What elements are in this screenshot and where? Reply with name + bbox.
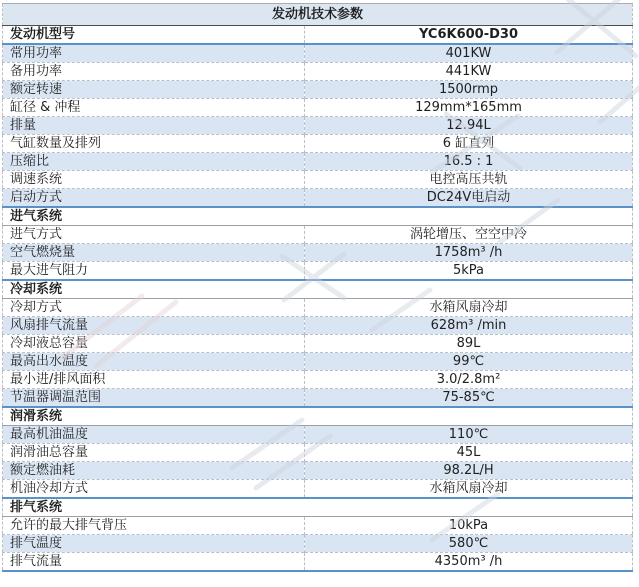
spec-value: 5kPa bbox=[305, 262, 633, 281]
table-row bbox=[3, 426, 633, 444]
spec-value: 580℃ bbox=[305, 535, 633, 553]
spec-label: 缸径 & 冲程 bbox=[3, 99, 305, 117]
spec-label: 最小进/排风面积 bbox=[3, 371, 305, 389]
spec-label: 冷却液总容量 bbox=[3, 335, 305, 353]
model-row bbox=[3, 26, 633, 45]
section-header: 冷却系统 bbox=[3, 280, 633, 299]
spec-label: 启动方式 bbox=[3, 189, 305, 208]
spec-label: 最大进气阻力 bbox=[3, 262, 305, 281]
table-row bbox=[3, 44, 633, 63]
spec-label: 机油冷却方式 bbox=[3, 480, 305, 499]
section-header: 润滑系统 bbox=[3, 407, 633, 426]
section-row bbox=[3, 207, 633, 226]
section-header: 排气系统 bbox=[3, 498, 633, 517]
table-row bbox=[3, 99, 633, 117]
table-row bbox=[3, 317, 633, 335]
engine-spec-table bbox=[2, 3, 633, 572]
table-row bbox=[3, 535, 633, 553]
spec-label: 进气方式 bbox=[3, 226, 305, 244]
spec-label: 空气燃烧量 bbox=[3, 244, 305, 262]
spec-label: 额定燃油耗 bbox=[3, 462, 305, 480]
spec-value: 4350m³ /h bbox=[305, 553, 633, 572]
spec-value: 水箱风扇冷却 bbox=[305, 480, 633, 499]
model-label: 发动机型号 bbox=[3, 26, 305, 45]
table-row bbox=[3, 117, 633, 135]
title-row bbox=[3, 4, 633, 26]
table-row bbox=[3, 335, 633, 353]
spec-label: 常用功率 bbox=[3, 44, 305, 63]
table-row bbox=[3, 226, 633, 244]
table-row bbox=[3, 389, 633, 408]
section-row bbox=[3, 498, 633, 517]
spec-value: 3.0/2.8m² bbox=[305, 371, 633, 389]
table-row bbox=[3, 444, 633, 462]
section-header: 进气系统 bbox=[3, 207, 633, 226]
spec-label: 冷却方式 bbox=[3, 299, 305, 317]
spec-value: 水箱风扇冷却 bbox=[305, 299, 633, 317]
spec-value: 12.94L bbox=[305, 117, 633, 135]
table-row bbox=[3, 299, 633, 317]
spec-value: 441KW bbox=[305, 63, 633, 81]
spec-value: 1500rmp bbox=[305, 81, 633, 99]
table-row bbox=[3, 81, 633, 99]
spec-label: 排气温度 bbox=[3, 535, 305, 553]
spec-label: 排气流量 bbox=[3, 553, 305, 572]
spec-label: 备用功率 bbox=[3, 63, 305, 81]
spec-label: 调速系统 bbox=[3, 171, 305, 189]
spec-label: 额定转速 bbox=[3, 81, 305, 99]
section-row bbox=[3, 407, 633, 426]
table-row bbox=[3, 63, 633, 81]
spec-value: 89L bbox=[305, 335, 633, 353]
table-row bbox=[3, 517, 633, 535]
table-row bbox=[3, 153, 633, 171]
spec-label: 气缸数量及排列 bbox=[3, 135, 305, 153]
table-row bbox=[3, 244, 633, 262]
spec-label: 最高出水温度 bbox=[3, 353, 305, 371]
table-row bbox=[3, 480, 633, 499]
spec-label: 压缩比 bbox=[3, 153, 305, 171]
table-row bbox=[3, 371, 633, 389]
spec-value: 129mm*165mm bbox=[305, 99, 633, 117]
table-title: 发动机技术参数 bbox=[3, 4, 633, 26]
table-row bbox=[3, 462, 633, 480]
spec-value: 98.2L/H bbox=[305, 462, 633, 480]
table-row bbox=[3, 135, 633, 153]
spec-label: 排量 bbox=[3, 117, 305, 135]
spec-value: 电控高压共轨 bbox=[305, 171, 633, 189]
model-value: YC6K600-D30 bbox=[305, 26, 633, 45]
table-row bbox=[3, 189, 633, 208]
spec-value: 涡轮增压、空空中冷 bbox=[305, 226, 633, 244]
spec-value: 45L bbox=[305, 444, 633, 462]
spec-label: 风扇排气流量 bbox=[3, 317, 305, 335]
table-row bbox=[3, 553, 633, 572]
spec-value: 110℃ bbox=[305, 426, 633, 444]
spec-value: 6 缸直列 bbox=[305, 135, 633, 153]
spec-label: 润滑油总容量 bbox=[3, 444, 305, 462]
table-row bbox=[3, 171, 633, 189]
table-row bbox=[3, 262, 633, 281]
spec-value: 628m³ /min bbox=[305, 317, 633, 335]
spec-value: 99℃ bbox=[305, 353, 633, 371]
spec-value: 1758m³ /h bbox=[305, 244, 633, 262]
spec-value: 10kPa bbox=[305, 517, 633, 535]
spec-label: 允许的最大排气背压 bbox=[3, 517, 305, 535]
spec-value: 401KW bbox=[305, 44, 633, 63]
spec-value: 16.5 : 1 bbox=[305, 153, 633, 171]
spec-label: 节温器调温范围 bbox=[3, 389, 305, 408]
table-row bbox=[3, 353, 633, 371]
spec-value: 75-85℃ bbox=[305, 389, 633, 408]
spec-label: 最高机油温度 bbox=[3, 426, 305, 444]
section-row bbox=[3, 280, 633, 299]
spec-value: DC24V电启动 bbox=[305, 189, 633, 208]
